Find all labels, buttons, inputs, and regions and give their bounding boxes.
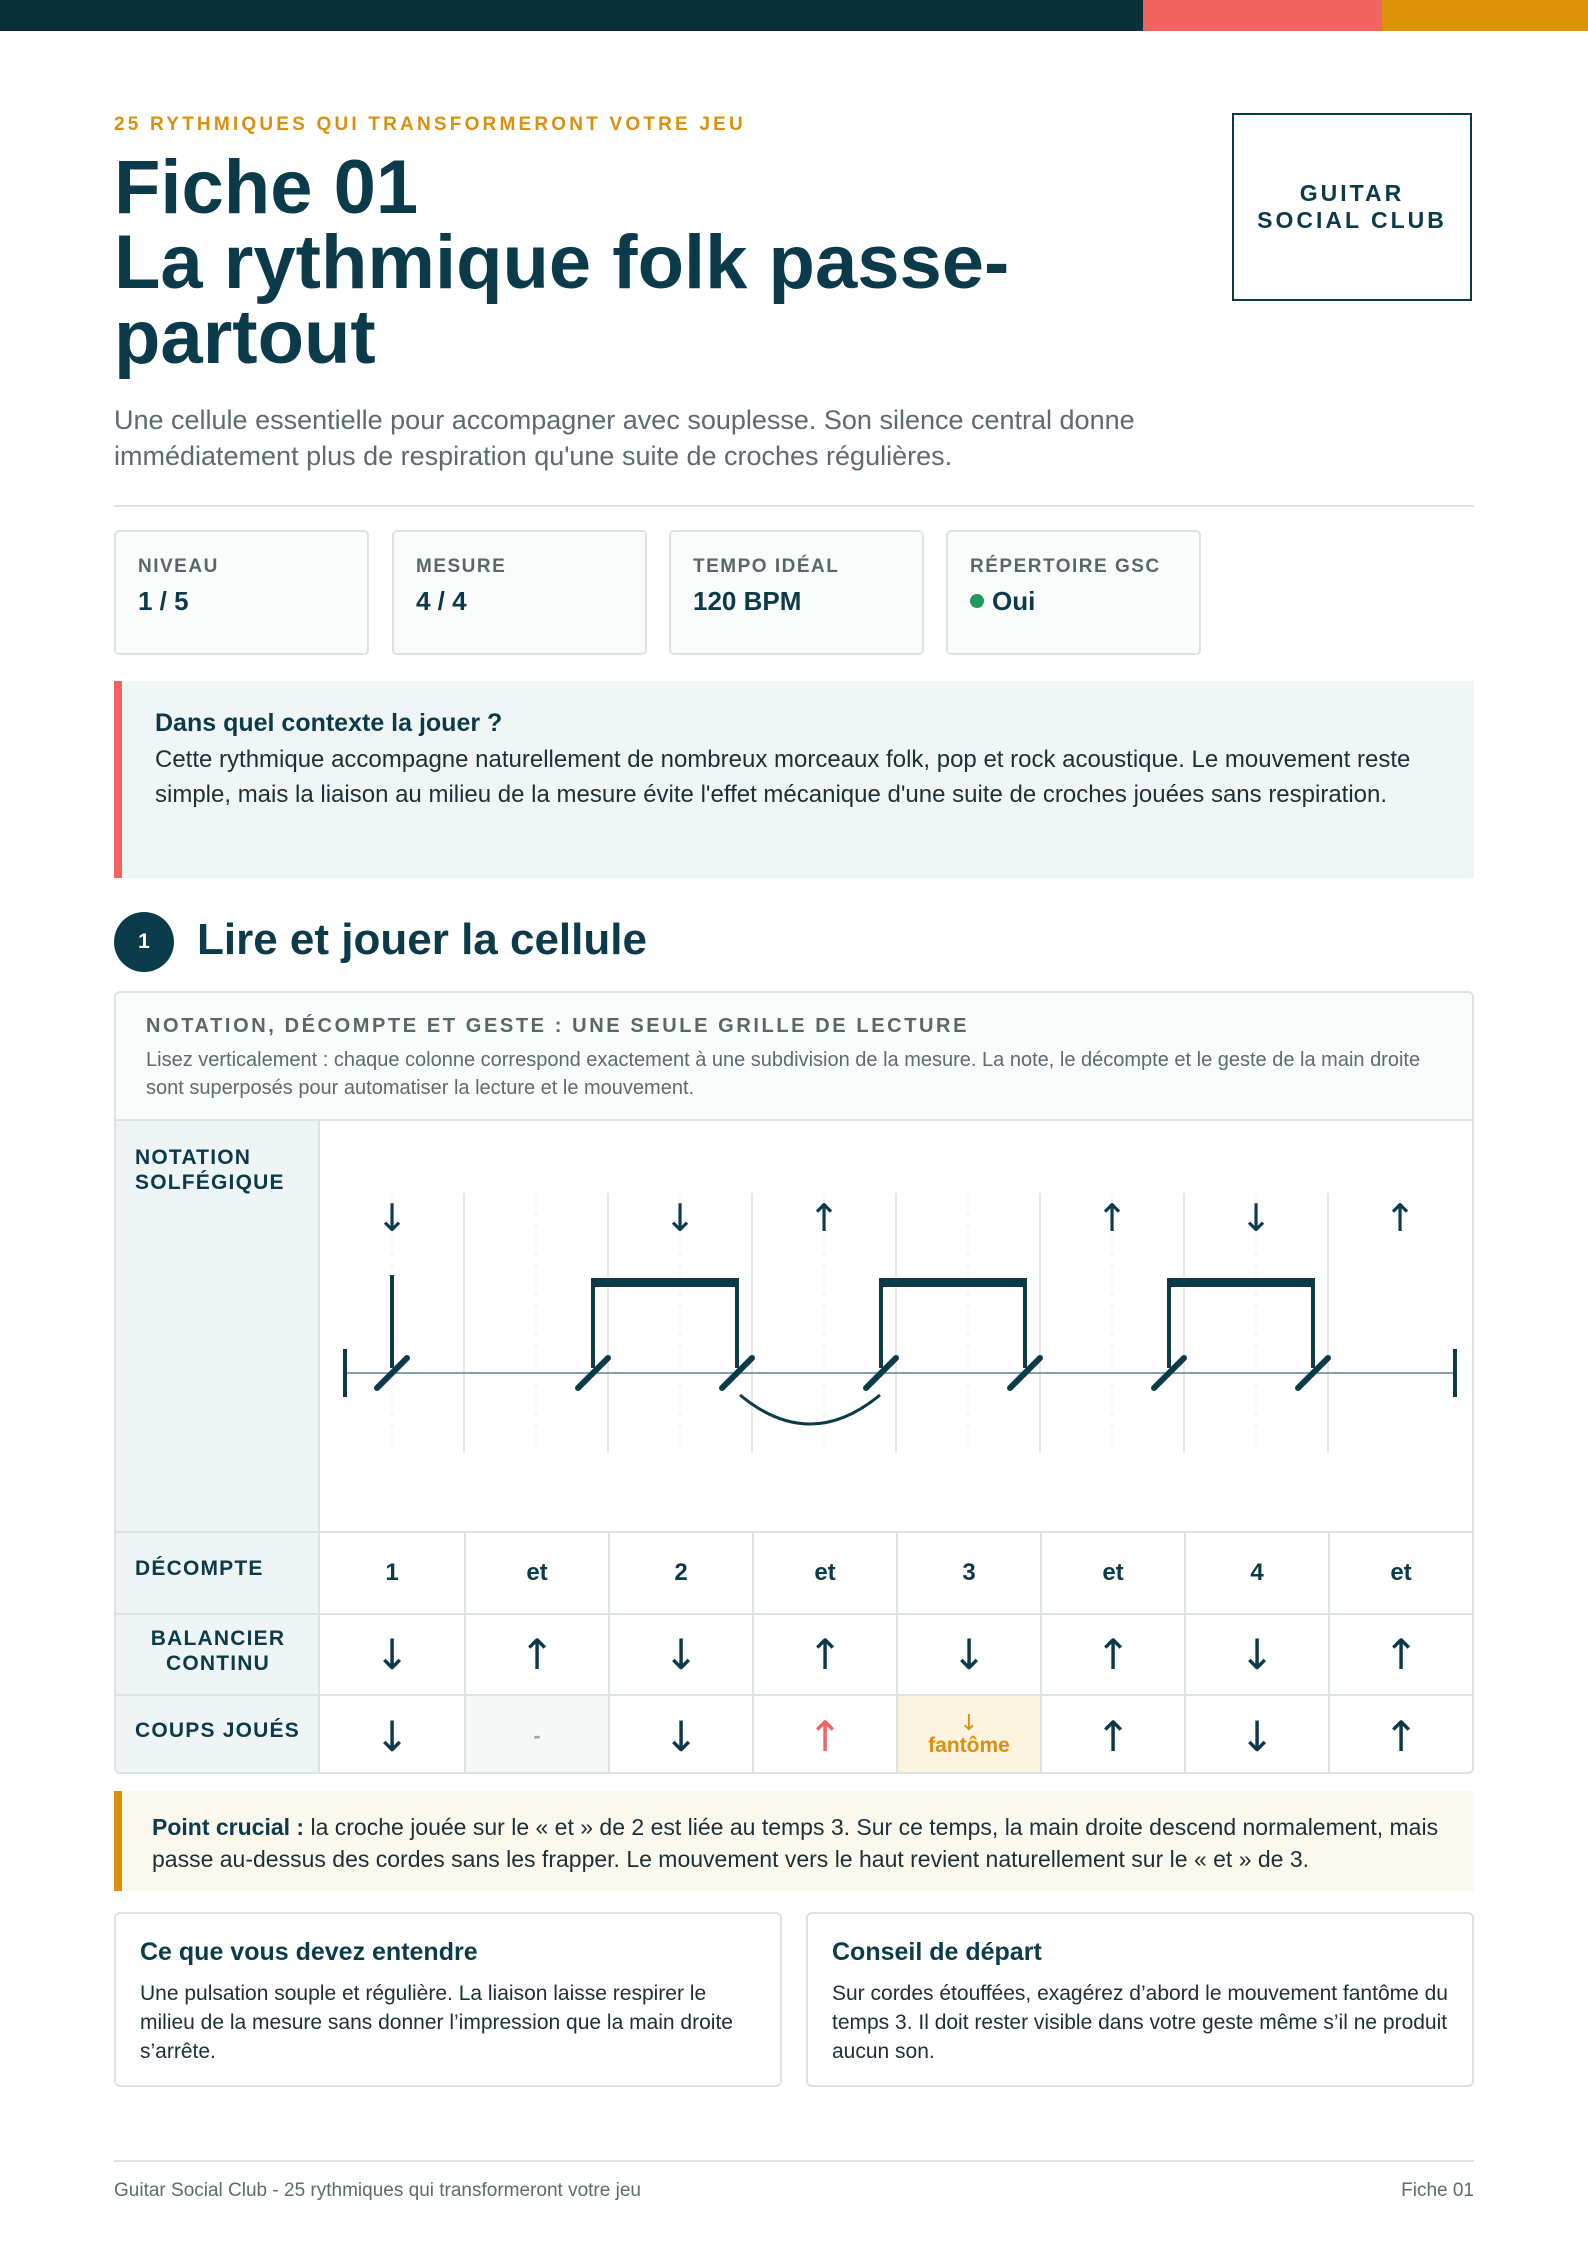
- count-cell: 4: [1250, 1559, 1264, 1586]
- ghost-stroke-cell: [898, 1696, 1040, 1774]
- swing-arrow-cell: ↓: [951, 1630, 987, 1679]
- card-title: Ce que vous devez entendre: [140, 1938, 478, 1966]
- stat-card-repertoire: [946, 530, 1201, 655]
- stat-label: RÉPERTOIRE GSC: [970, 556, 1161, 577]
- swing-arrow-cell: ↓: [374, 1630, 410, 1679]
- page-title-line: partout: [114, 295, 376, 380]
- notation-arrow: ↑: [808, 1196, 840, 1240]
- played-stroke-cell: -: [466, 1696, 608, 1774]
- count-cell: 1: [385, 1559, 399, 1586]
- stat-card-level: [114, 530, 369, 655]
- row-label-count: DÉCOMPTE: [135, 1557, 264, 1580]
- eighth-pair-beat-2: [578, 1278, 752, 1388]
- page-title: [114, 145, 1114, 380]
- page-title-line: Fiche 01: [114, 145, 419, 230]
- page-title-line: La rythmique folk passe-: [114, 220, 1010, 305]
- reading-grid-panel: [114, 991, 1474, 1774]
- section-title: Lire et jouer la cellule: [197, 915, 647, 964]
- row-label-line: NOTATION: [135, 1146, 252, 1169]
- row-label-line: SOLFÉGIQUE: [135, 1171, 285, 1194]
- card-what-to-hear: [114, 1912, 782, 2087]
- card-text: Une pulsation souple et régulière. La liaison laisse respirer le milieu de la mesure sans donner l’impression que la main droite s’arrête.: [140, 1982, 733, 2063]
- crucial-label: Point crucial :: [152, 1814, 305, 1840]
- notation-arrow: ↓: [376, 1196, 408, 1240]
- notation-arrow: ↓: [1240, 1196, 1272, 1240]
- count-cell: et: [814, 1559, 836, 1586]
- count-cell: et: [1102, 1559, 1124, 1586]
- count-cell: et: [1390, 1559, 1412, 1586]
- played-stroke-cell: ↑: [1383, 1711, 1419, 1761]
- top-bar-gold-segment: [1382, 0, 1588, 31]
- top-bar-navy-segment: [0, 0, 1143, 31]
- stat-label: NIVEAU: [138, 556, 219, 577]
- rhythm-notation: [320, 1123, 1472, 1533]
- swing-arrow-cell: ↑: [519, 1630, 555, 1679]
- row-label-line: BALANCIER: [150, 1627, 286, 1650]
- tie-arc: [740, 1395, 880, 1424]
- row-label-column: [116, 1121, 320, 1774]
- stat-card-meter: [392, 530, 647, 655]
- notation-arrow: ↑: [1384, 1196, 1416, 1240]
- eighth-pair-beat-3: [866, 1278, 1040, 1388]
- ghost-label: fantôme: [928, 1734, 1010, 1757]
- count-cell: et: [526, 1559, 548, 1586]
- quarter-note-beat-1: [377, 1275, 407, 1388]
- notation-arrow: ↓: [664, 1196, 696, 1240]
- notation-arrow: ↑: [1096, 1196, 1128, 1240]
- logo-line: SOCIAL CLUB: [1257, 207, 1447, 233]
- stat-card-tempo: [669, 530, 924, 655]
- panel-header: [116, 993, 1472, 1121]
- played-stroke-cell: ↑: [1095, 1711, 1131, 1761]
- played-stroke-cell: ↓: [374, 1711, 410, 1761]
- page-subtitle: Une cellule essentielle pour accompagner avec souplesse. Son silence central donne immédiatement plus de respiration qu'une suite de croches régulières.: [114, 405, 1135, 471]
- swing-arrow-cell: ↑: [807, 1630, 843, 1679]
- stat-label: TEMPO IDÉAL: [693, 556, 840, 577]
- context-callout: [114, 681, 1474, 878]
- stat-value: 1 / 5: [138, 586, 189, 616]
- logo-line: GUITAR: [1299, 180, 1405, 206]
- crucial-point-callout: [114, 1791, 1474, 1891]
- swing-arrow-cell: ↓: [663, 1630, 699, 1679]
- stat-label: MESURE: [416, 556, 507, 577]
- stat-value: 120 BPM: [693, 586, 802, 616]
- footer-page-label: Fiche 01: [1401, 2180, 1474, 2201]
- row-label-notation: [135, 1145, 285, 1195]
- card-text: Sur cordes étouffées, exagérez d’abord le mouvement fantôme du temps 3. Il doit rester visible dans votre geste même s’il ne produit aucun son.: [832, 1982, 1448, 2063]
- swing-arrow-cell: ↓: [1239, 1630, 1275, 1679]
- footer-left-text: Guitar Social Club - 25 rythmiques qui transformeront votre jeu: [114, 2180, 641, 2201]
- stat-value: [970, 586, 1177, 617]
- context-heading: Dans quel contexte la jouer ?: [155, 709, 503, 737]
- played-stroke-cell: ↑: [807, 1711, 843, 1761]
- row-label-played: COUPS JOUÉS: [135, 1719, 300, 1742]
- stat-value-text: Oui: [992, 586, 1036, 616]
- ghost-arrow-icon: ↓: [959, 1711, 979, 1736]
- row-label-line: CONTINU: [165, 1652, 271, 1675]
- section-number-badge: 1: [114, 912, 174, 972]
- stat-value: 4 / 4: [416, 586, 467, 616]
- swing-arrow-cell: ↑: [1383, 1630, 1419, 1679]
- crucial-text: la croche jouée sur le « et » de 2 est liée au temps 3. Sur ce temps, la main droite descend normalement, mais passe au-dessus des cordes sans les frapper. Le mouvement vers le haut revient naturellement sur le « et » de 3.: [152, 1814, 1439, 1872]
- header-divider: [114, 505, 1474, 507]
- panel-description: Lisez verticalement : chaque colonne correspond exactement à une subdivision de la mesure. La note, le décompte et le geste de la main droite sont superposés pour automatiser la lecture et le mouvement.: [146, 1049, 1421, 1099]
- played-stroke-cell: ↓: [663, 1711, 699, 1761]
- series-kicker: 25 RYTHMIQUES QUI TRANSFORMERONT VOTRE JEU: [114, 114, 746, 135]
- swing-arrow-cell: ↑: [1095, 1630, 1131, 1679]
- context-text: Cette rythmique accompagne naturellement de nombreux morceaux folk, pop et rock acoustique. Le mouvement reste simple, mais la liaison au milieu de la mesure évite l'effet mécanique d'une suite de croches jouées sans respiration.: [155, 746, 1411, 808]
- eighth-pair-beat-4: [1154, 1278, 1328, 1388]
- footer-divider: [114, 2160, 1474, 2162]
- played-stroke-cell: ↓: [1239, 1711, 1275, 1761]
- top-bar-coral-segment: [1143, 0, 1382, 31]
- count-cell: 2: [674, 1559, 688, 1586]
- card-starting-tip: [806, 1912, 1474, 2087]
- top-color-bar: [0, 0, 1588, 31]
- row-label-swing: [116, 1626, 320, 1676]
- card-title: Conseil de départ: [832, 1938, 1042, 1966]
- status-dot-icon: [970, 594, 984, 608]
- brand-logo: [1232, 113, 1472, 301]
- count-cell: 3: [962, 1559, 976, 1586]
- panel-heading: NOTATION, DÉCOMPTE ET GESTE : UNE SEULE GRILLE DE LECTURE: [146, 1015, 970, 1037]
